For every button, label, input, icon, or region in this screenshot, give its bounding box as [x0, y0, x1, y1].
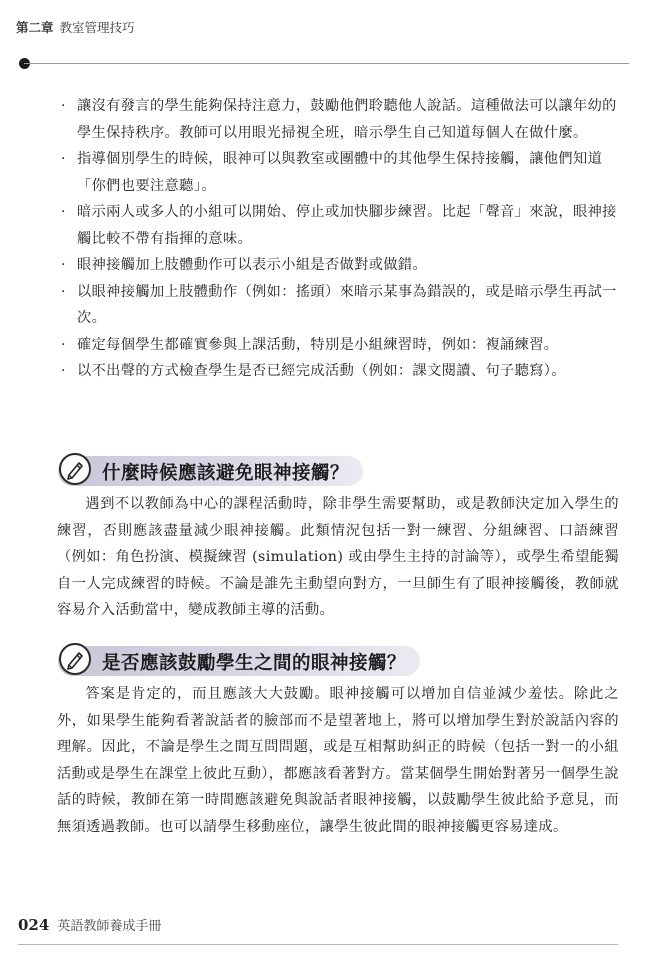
bullet-marker: ·: [61, 257, 66, 273]
bullet-list: [57, 93, 617, 385]
list-item: [57, 146, 617, 199]
list-item: [57, 332, 617, 359]
bullet-marker: ·: [61, 98, 66, 114]
bullet-marker: ·: [61, 151, 66, 167]
section-title: 什麼時候應該避免眼神接觸？: [102, 463, 350, 484]
list-item-text: 確定每個學生都確實參與上課活動，特別是小組練習時，例如：複誦練習。: [77, 336, 559, 353]
footer-rule: [18, 944, 618, 945]
list-item-text: 指導個別學生的時候，眼神可以與教室或團體中的其他學生保持接觸，讓他們知道「你們也要注意聽」。: [77, 151, 603, 194]
list-item-text: 讓沒有發言的學生能夠保持注意力，鼓勵他們聆聽他人說話。這種做法可以讓年幼的學生保持秩序。教師可以用眼光掃視全班，暗示學生自己知道每個人在做什麼。: [77, 98, 617, 141]
page-number: 024: [18, 916, 50, 934]
list-item-text: 暗示兩人或多人的小組可以開始、停止或加快腳步練習。比起「聲音」來說，眼神接觸比較不帶有指揮的意味。: [77, 204, 617, 247]
header-rule: [24, 63, 629, 64]
list-item-text: 眼神接觸加上肢體動作可以表示小組是否做對或做錯。: [77, 257, 428, 273]
section-title: 是否應該鼓勵學生之間的眼神接觸？: [102, 653, 407, 674]
list-item-text: 以眼神接觸加上肢體動作（例如：搖頭）來暗示某事為錯誤的，或是暗示學生再試一次。: [77, 283, 617, 326]
pencil-icon: [59, 453, 91, 485]
bullet-marker: ·: [61, 283, 66, 300]
list-item: [57, 252, 617, 279]
section-paragraph: 答案是肯定的，而且應該大大鼓勵。眼神接觸可以增加自信並減少羞怯。除此之外，如果學生能夠看著說話者的臉部而不是望著地上，將可以增加學生對於說話內容的理解。因此，不論是學生之間互問問題，或是互相幫助糾正的時候（包括一對一的小組活動或是學生在課堂上彼此互動），都應該看著對方。當某個學生開始對著另一個學生說話的時候，教師在第一時間應該避免與說話者眼神接觸，以鼓勵學生彼此給予意見，而無須透過教師。也可以請學生移動座位，讓學生彼此間的眼神接觸更容易達成。: [57, 686, 619, 835]
page-footer: [18, 915, 161, 934]
chapter-title: 教室管理技巧: [59, 20, 135, 35]
list-item: [57, 358, 617, 385]
bullet-marker: ·: [61, 204, 66, 220]
list-item: [57, 93, 617, 146]
bullet-marker: ·: [61, 336, 66, 353]
pencil-icon: [59, 643, 91, 675]
list-item: [57, 279, 617, 332]
section-paragraph: 遇到不以教師為中心的課程活動時，除非學生需要幫助，或是教師決定加入學生的練習，否則應該盡量減少眼神接觸。此類情況包括一對一練習、分組練習、口語練習（例如：角色扮演、模擬練習 (simulation) 或由學生主持的討論等），或學生希望能獨自一人完成練習的時候。不論是誰先主動望向對方，一旦師生有了眼神接觸後，教師就容易介入活動當中，變成教師主導的活動。: [57, 496, 619, 618]
chapter-number: 第二章: [16, 20, 54, 35]
running-header: [16, 18, 135, 36]
book-title: 英語教師養成手冊: [57, 919, 162, 934]
list-item-text: 以不出聲的方式檢查學生是否已經完成活動（例如：課文閱讀、句子聽寫）。: [77, 363, 566, 379]
list-item: [57, 199, 617, 252]
bullet-marker: ·: [61, 363, 66, 379]
